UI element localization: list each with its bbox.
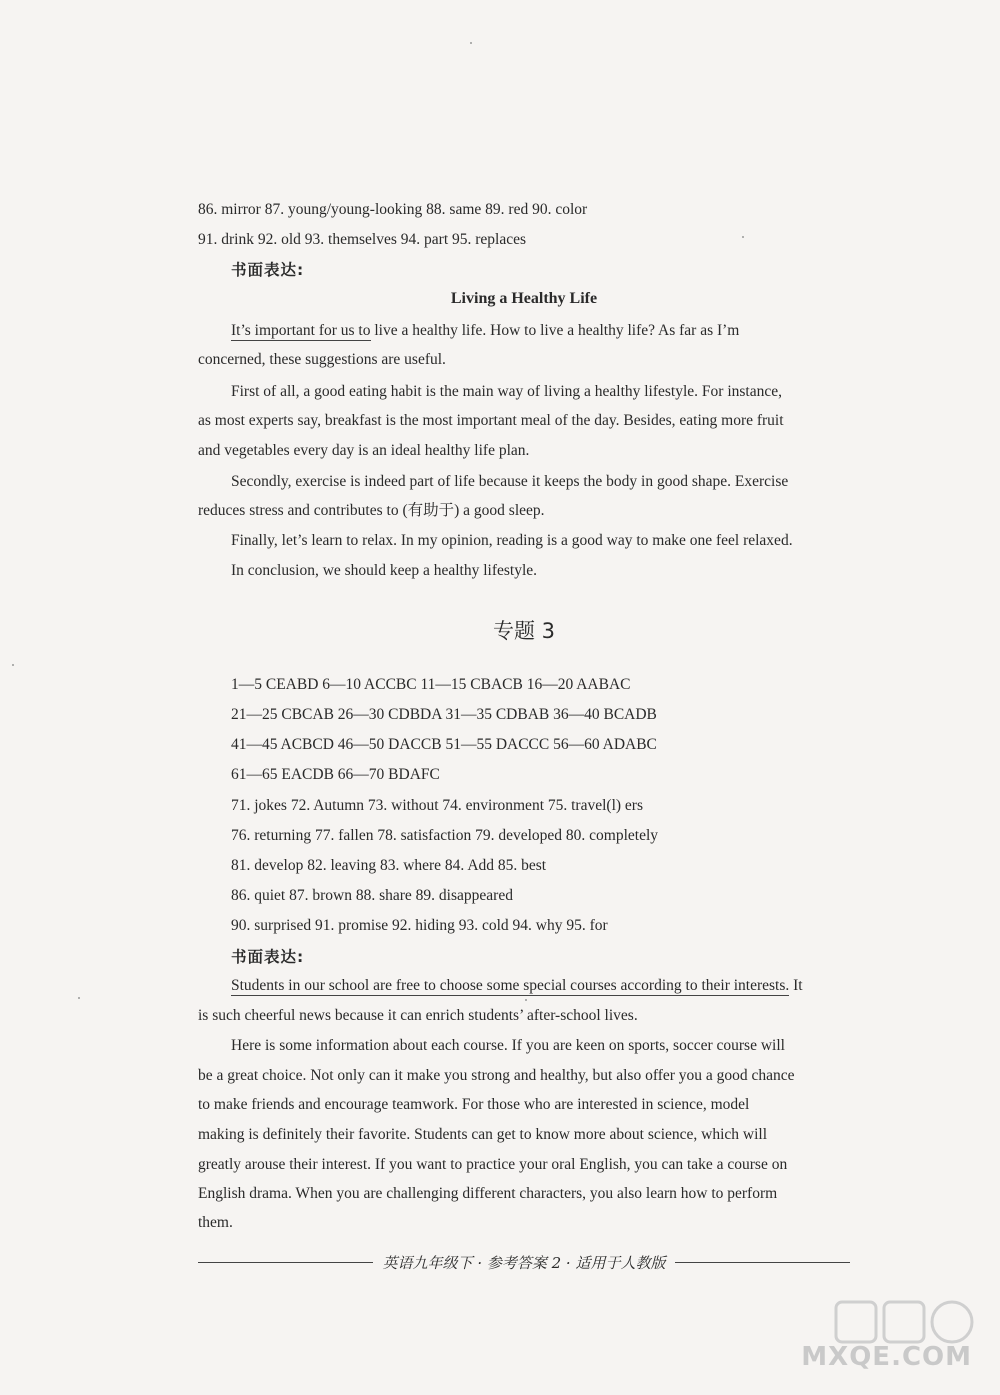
- answer-line: 21—25 CBCAB 26—30 CDBDA 31—35 CDBAB 36—40 BCADB: [231, 706, 657, 723]
- essay2-line: greatly arouse their interest. If you want to practice your oral English, you can take a course on: [198, 1156, 788, 1173]
- watermark-url: MXQE.COM: [801, 1342, 972, 1372]
- essay2-line: is such cheerful news because it can enrich students’ after-school lives.: [198, 1007, 638, 1024]
- essay1-line: reduces stress and contributes to (有助于) a good sleep.: [198, 502, 545, 519]
- essay1-line: [231, 321, 851, 341]
- essay2-line: to make friends and encourage teamwork. For those who are interested in science, model: [198, 1096, 750, 1113]
- essay1-line: In conclusion, we should keep a healthy lifestyle.: [231, 562, 538, 579]
- section-title: 专题 3: [492, 619, 556, 643]
- essay2-line: them.: [198, 1214, 233, 1231]
- essay1-line: Finally, let’s learn to relax. In my opinion, reading is a good way to make one feel relaxed.: [231, 532, 793, 549]
- scan-speck: [742, 236, 744, 238]
- essay1-line: and vegetables every day is an ideal healthy life plan.: [198, 442, 530, 459]
- watermark-emblem-icon: [830, 1298, 980, 1348]
- essay2-line1-rest: It: [789, 977, 803, 994]
- essay-title: Living a Healthy Life: [450, 290, 598, 307]
- answer-line: 90. surprised 91. promise 92. hiding 93. cold 94. why 95. for: [231, 917, 608, 934]
- footer-text: 英语九年级下 · 参考答案 2 · 适用于人教版: [382, 1253, 666, 1272]
- essay1-line: First of all, a good eating habit is the main way of living a healthy lifestyle. For instance,: [231, 383, 782, 400]
- essay1-line: as most experts say, breakfast is the most important meal of the day. Besides, eating more fruit: [198, 412, 784, 429]
- essay2-line: be a great choice. Not only can it make you strong and healthy, but also offer you a good chance: [198, 1067, 795, 1084]
- page-footer: [198, 1251, 850, 1273]
- essay1-underlined-phrase: It’s important for us to: [231, 322, 371, 339]
- essay2-line: Here is some information about each course. If you are keen on sports, soccer course will: [231, 1037, 785, 1054]
- scan-speck: [470, 42, 472, 44]
- answer-line: 1—5 CEABD 6—10 ACCBC 11—15 CBACB 16—20 AABAC: [231, 676, 631, 693]
- scan-speck: [12, 664, 14, 666]
- answer-line-91-95: 91. drink 92. old 93. themselves 94. part 95. replaces: [198, 231, 527, 248]
- watermark-logo: [801, 1298, 980, 1378]
- essay2-line: making is definitely their favorite. Students can get to know more about science, which will: [198, 1126, 768, 1143]
- footer-rule-left: [198, 1262, 373, 1263]
- essay1-intro-rest: live a healthy life. How to live a healthy life? As far as I’m: [370, 322, 740, 339]
- scan-speck: [525, 999, 527, 1001]
- writing-label-2: 书面表达:: [231, 948, 305, 966]
- footer-rule-right: [675, 1262, 850, 1263]
- essay2-line: English drama. When you are challenging different characters, you also learn how to perform: [198, 1185, 778, 1202]
- answer-line: 81. develop 82. leaving 83. where 84. Add 85. best: [231, 857, 547, 874]
- scan-speck: [78, 997, 80, 999]
- essay2-underlined-sentence: Students in our school are free to choose some special courses according to their interests.: [231, 977, 790, 994]
- answer-line: 71. jokes 72. Autumn 73. without 74. environment 75. travel(l) ers: [231, 797, 643, 814]
- answer-line: 76. returning 77. fallen 78. satisfaction 79. developed 80. completely: [231, 827, 658, 844]
- answer-line-86-90: 86. mirror 87. young/young-looking 88. same 89. red 90. color: [198, 201, 588, 218]
- essay2-line: [231, 976, 851, 996]
- essay1-line: concerned, these suggestions are useful.: [198, 351, 446, 368]
- writing-label: 书面表达:: [231, 261, 305, 279]
- answer-line: 86. quiet 87. brown 88. share 89. disappeared: [231, 887, 513, 904]
- answer-line: 41—45 ACBCD 46—50 DACCB 51—55 DACCC 56—60 ADABC: [231, 736, 657, 753]
- essay1-line: Secondly, exercise is indeed part of life because it keeps the body in good shape. Exercise: [231, 473, 789, 490]
- answer-line: 61—65 EACDB 66—70 BDAFC: [231, 766, 440, 783]
